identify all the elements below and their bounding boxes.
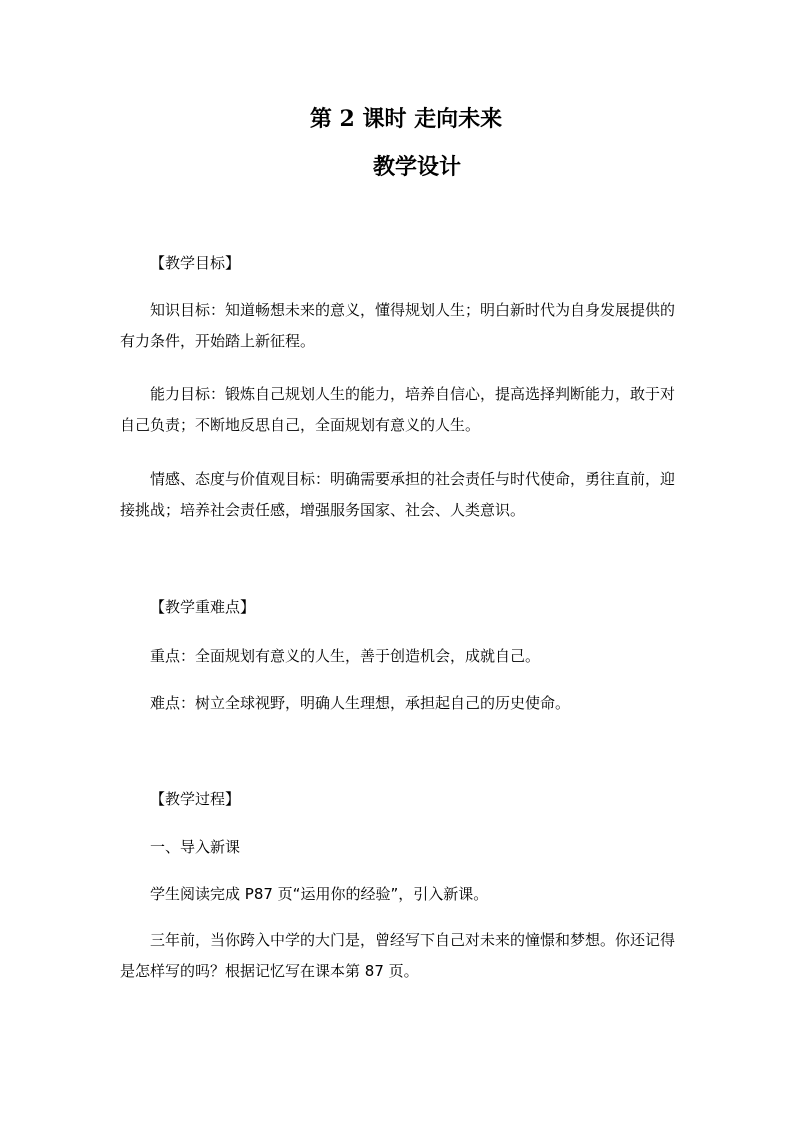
- section-heading-key-points: 【教学重难点】: [150, 598, 256, 616]
- paragraph-ability-objective: 能力目标：锻炼自己规划人生的能力，培养自信心，提高选择判断能力，敢于对自己负责；不断地反思自己，全面规划有意义的人生。: [120, 385, 676, 434]
- section-heading-objectives: 【教学目标】: [150, 254, 241, 272]
- step-title-introduction: 一、导入新课: [150, 838, 241, 856]
- paragraph-introduction-instruction: 学生阅读完成 P87 页“运用你的经验”，引入新课。: [150, 885, 489, 903]
- section-heading-process: 【教学过程】: [150, 790, 241, 808]
- paragraph-focus-point: 重点：全面规划有意义的人生，善于创造机会，成就自己。: [150, 647, 541, 665]
- paragraph-introduction-text: 三年前，当你跨入中学的大门是，曾经写下自己对未来的憧憬和梦想。你还记得是怎样写的吗？根据记忆写在课本第 87 页。: [120, 931, 676, 980]
- paragraph-knowledge-objective: 知识目标：知道畅想未来的意义，懂得规划人生；明白新时代为自身发展提供的有力条件，开始踏上新征程。: [120, 301, 676, 350]
- paragraph-difficulty-point: 难点：树立全球视野，明确人生理想，承担起自己的历史使命。: [150, 694, 571, 712]
- document-subtitle: 教学设计: [372, 154, 461, 180]
- document-title: 第 2 课时 走向未来: [309, 106, 503, 132]
- paragraph-emotion-objective: 情感、态度与价值观目标：明确需要承担的社会责任与时代使命，勇往直前，迎接挑战；培养社会责任感，增强服务国家、社会、人类意识。: [120, 470, 676, 519]
